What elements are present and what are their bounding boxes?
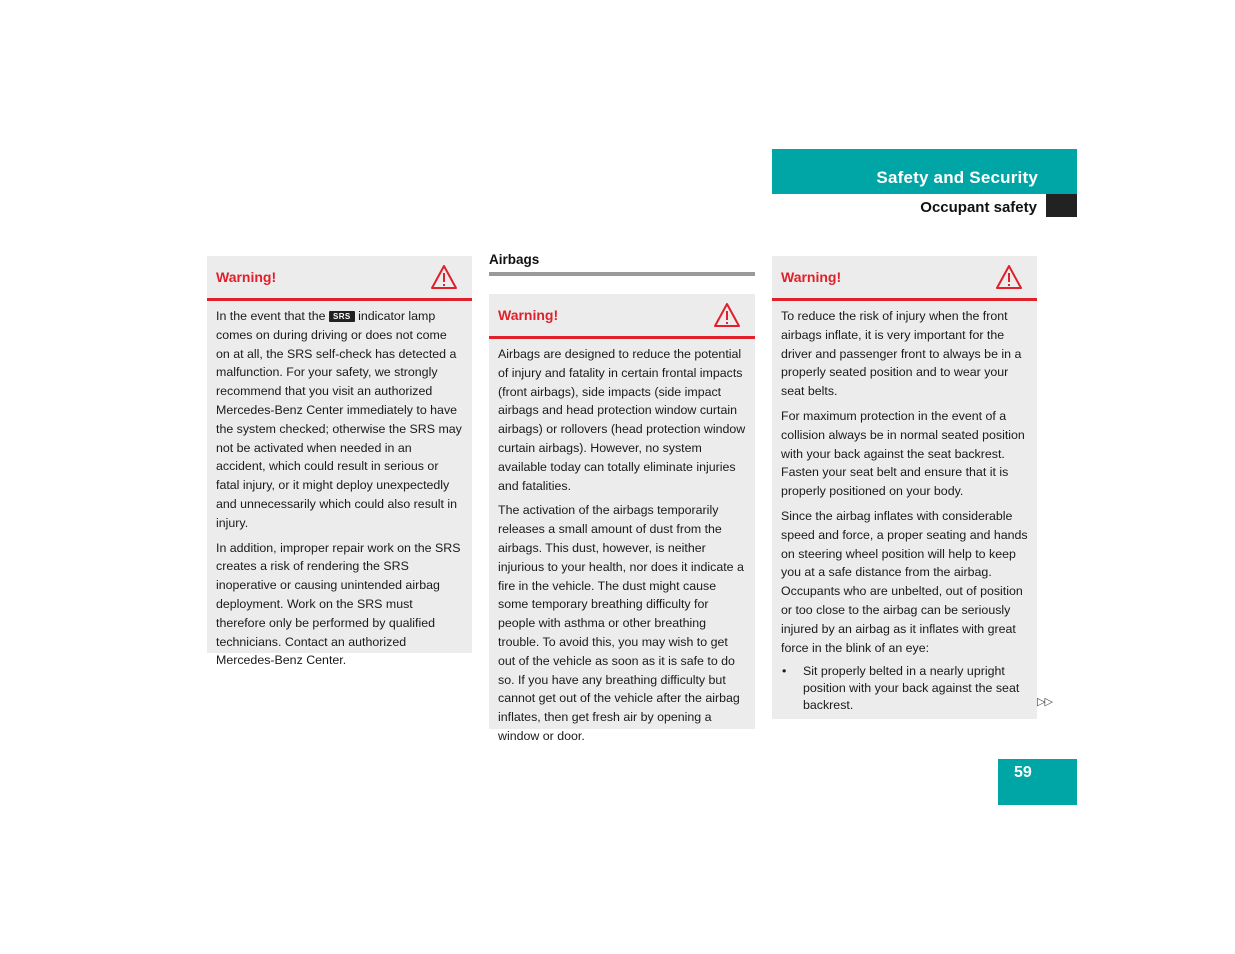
warning-label: Warning! [216,269,277,285]
section-title: Safety and Security [876,168,1038,187]
warning-paragraph: For maximum protection in the event of a collision always be in normal seated position with your back against the seat backrest. Fasten your seat belt and ensure that it is properly positioned on your body. [781,408,1025,499]
warning-label: Warning! [781,269,842,285]
bullet-list [781,663,1028,714]
airbags-heading: Airbags [489,252,755,276]
warning-body [207,301,472,684]
paragraph-text: In the event that the [216,309,326,323]
warning-triangle-icon [995,264,1023,290]
warning-body [772,301,1037,722]
warning-triangle-icon [430,264,458,290]
list-item: • Sit properly belted in a nearly upright position with your back against the seat backrest. [781,663,1028,714]
warning-paragraph: To reduce the risk of injury when the front airbags inflate, it is very important for the driver and passenger front to always be in a properly seated position and to wear your seat belts. [781,309,1022,399]
warning-box-seating [772,256,1037,719]
warning-box-srs [207,256,472,668]
warning-header [489,294,755,339]
warning-paragraph [216,307,463,533]
warning-paragraph: In addition, improper repair work on the SRS creates a risk of rendering the SRS inoperative or causing unintended airbag deployment. Work on the SRS must therefore only be performed by qualified technicians. Contact an authorized Mercedes-Benz Center. [216,540,461,668]
warning-header [207,256,472,301]
warning-box-airbags [489,294,755,743]
subsection-marker [1046,194,1077,217]
warning-paragraph: Since the airbag inflates with considerable speed and force, a proper seating and hands on steering wheel position will help to keep you at a safe distance from the airbag. Occupants who are unbelted, out of position or too close to the airbag can be seriously injured by an airbag as it inflates with great force in the blink of an eye: [781,508,1028,655]
warning-triangle-icon [713,302,741,328]
subsection-title: Occupant safety [920,199,1037,216]
paragraph-text: indicator lamp comes on during driving or does not come on at all, the SRS self-check has detected a malfunction. For your safety, we strongly recommend that you visit an authorized Mercedes-Benz Center immediately to have the system checked; otherwise the SRS may not be activated when needed in an accident, which could result in serious or fatal injury, or it might deploy unexpectedly and unnecessarily which could also result in injury. [216,309,462,530]
continued-arrows-icon: ▷▷ [1037,696,1052,708]
section-banner [772,149,1077,194]
warning-body [489,339,755,760]
warning-header [772,256,1037,301]
warning-paragraph: Airbags are designed to reduce the potential of injury and fatality in certain frontal impacts (front airbags), side impacts (side impact airbags and head protection window curtain airbags) or rollovers (head protection window curtain airbags). However, no system available today can totally eliminate injuries and fatalities. [498,347,746,493]
page-number-tab [998,759,1077,805]
warning-paragraph: The activation of the airbags temporarily releases a small amount of dust from the airbags. This dust, however, is neither injurious to your health, nor does it indicate a fire in the vehicle. The dust might cause some temporary breathing difficulty for people with asthma or other breathing trouble. To avoid this, you may wish to get out of the vehicle as soon as it is safe to do so. If you have any breathing difficulty but cannot get out of the vehicle after the airbag inflates, then get fresh air by opening a window or door. [498,503,744,743]
page-number: 59 [1014,764,1032,781]
warning-label: Warning! [498,307,559,323]
srs-indicator-badge: SRS [329,311,355,322]
